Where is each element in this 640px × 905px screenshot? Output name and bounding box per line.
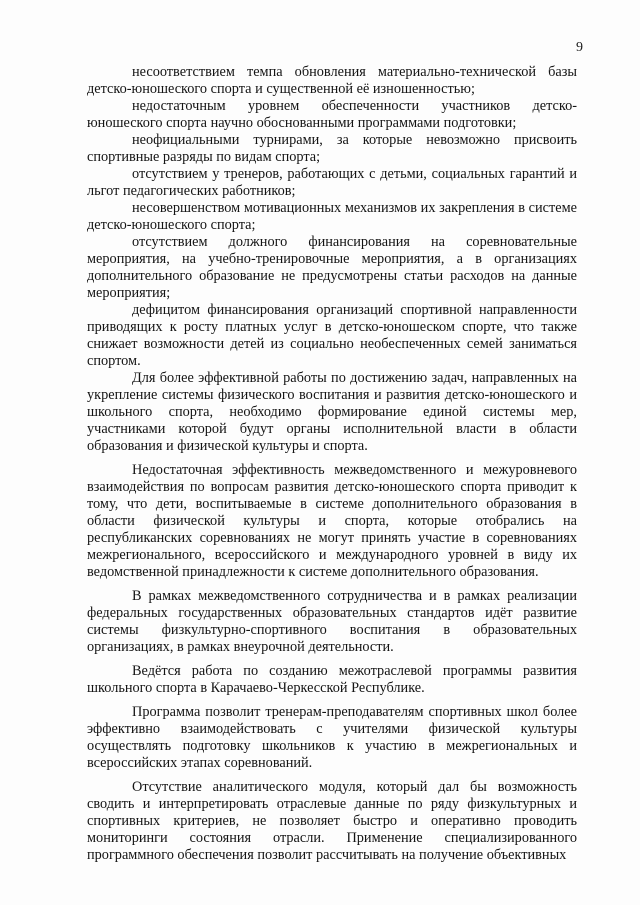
paragraph-1: несоответствием темпа обновления материально-технической базы детско-юношеского спорта и существенной её изношенностью; — [87, 64, 577, 97]
paragraph-6: отсутствием должного финансирования на соревновательные мероприятия, на учебно-тренировочные мероприятия, а в организациях дополнительного образование не предусмотрены статьи расходов на данные мероприятия; — [87, 234, 577, 301]
paragraph-3: неофициальными турнирами, за которые невозможно присвоить спортивные разряды по видам спорта; — [87, 132, 577, 165]
paragraph-7: дефицитом финансирования организаций спортивной направленности приводящих к росту платных услуг в детско-юношеском спорте, что также снижает возможности детей из социально необеспеченных семей заниматься спортом. — [87, 302, 577, 369]
paragraph-8: Для более эффективной работы по достижению задач, направленных на укрепление системы физического воспитания и развития детско-юношеского и школьного спорта, необходимо формирование единой системы мер, участниками которой будут органы исполнительной власти в области образования и физической культуры и спорта. — [87, 370, 577, 454]
paragraph-2: недостаточным уровнем обеспеченности участников детско-юношеского спорта научно обоснованными программами подготовки; — [87, 98, 577, 131]
paragraph-9: Недостаточная эффективность межведомственного и межуровневого взаимодействия по вопросам развития детско-юношеского спорта приводит к тому, что дети, воспитываемые в системе дополнительного образования в области физической культуры и спорта, которые отобрались на республиканских соревнованиях не могут принять участие в соревнованиях межрегионального, всероссийского и международного уровней в виду их ведомственной принадлежности к системе дополнительного образования. — [87, 462, 577, 580]
page-number: 9 — [576, 40, 583, 55]
paragraph-13: Отсутствие аналитического модуля, который дал бы возможность сводить и интерпретировать отраслевые данные по ряду физкультурных и спортивных критериев, не позволяет быстро и оперативно проводить мониторинги состояния отрасли. Применение специализированного программного обеспечения позволит рассчитывать на получение объективных — [87, 779, 577, 863]
paragraph-11: Ведётся работа по созданию межотраслевой программы развития школьного спорта в Карачаево-Черкесской Республике. — [87, 663, 577, 696]
paragraph-10: В рамках межведомственного сотрудничества и в рамках реализации федеральных государственных образовательных стандартов идёт развитие системы физкультурно-спортивного воспитания в образовательных организациях, в рамках внеурочной деятельности. — [87, 588, 577, 655]
paragraph-12: Программа позволит тренерам-преподавателям спортивных школ более эффективно взаимодействовать с учителями физической культуры осуществлять подготовку школьников к участию в межрегиональных и всероссийских этапах соревнований. — [87, 704, 577, 771]
document-body — [87, 64, 577, 864]
paragraph-5: несовершенством мотивационных механизмов их закрепления в системе детско-юношеского спорта; — [87, 200, 577, 233]
paragraph-4: отсутствием у тренеров, работающих с детьми, социальных гарантий и льгот педагогических работников; — [87, 166, 577, 199]
